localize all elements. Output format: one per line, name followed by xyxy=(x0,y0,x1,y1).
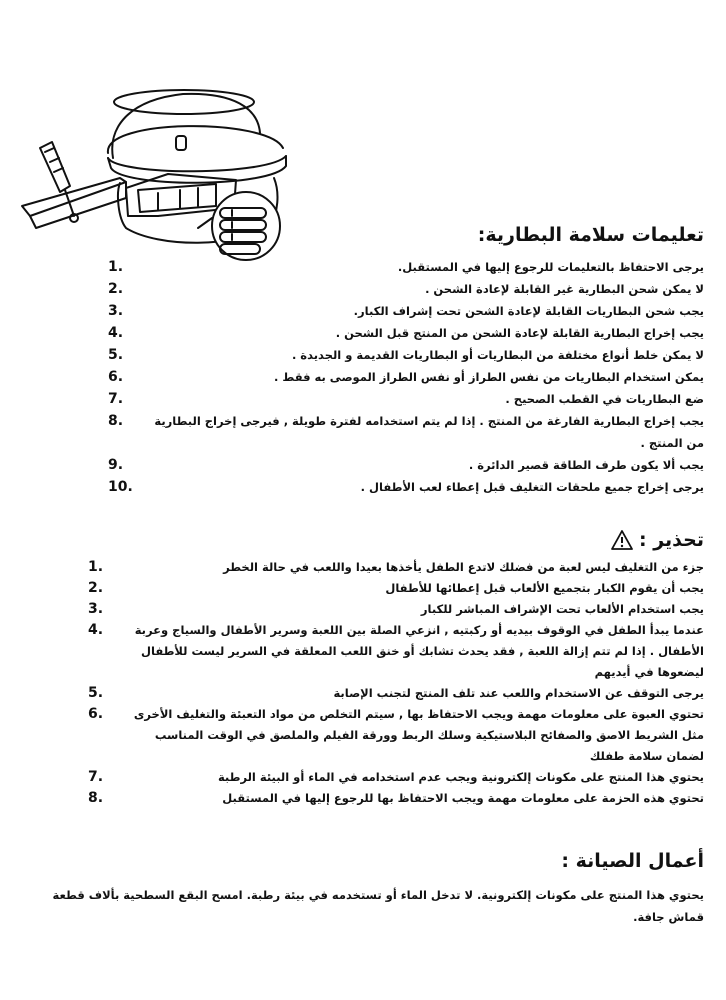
list-item: يجب ألا يكون طرف الطاقة قصير الدائرة . 9. xyxy=(108,457,704,473)
list-item: عندما يبدأ الطفل في الوقوف بيديه أو ركبتيه , انزعي الصلة بين اللعبة وسرير الأطفال والسياج وعربة الأطفال . إذا لم تتم إزالة اللعبة , فقد يحدث تشابك أو خنق اللعب المعلقة في السرير ليست للأطفال ليضعوها في أيديهم 4. xyxy=(88,622,704,679)
list-item: لا يمكن شحن البطارية غير القابلة لإعادة الشحن . 2. xyxy=(108,281,704,297)
list-item: تحتوي هذه الحزمة على معلومات مهمة ويجب الاحتفاظ بها للرجوع إليها في المستقبل 8. xyxy=(88,790,704,806)
list-item: يرجى الاحتفاظ بالتعليمات للرجوع إليها في المستقبل. 1. xyxy=(108,259,704,275)
warning-list xyxy=(84,557,704,809)
maintenance-section xyxy=(20,848,704,928)
list-item: يرجى التوقف عن الاستخدام واللعب عند تلف المنتج لتجنب الإصابة 5. xyxy=(88,685,704,701)
list-item: يحتوي هذا المنتج على مكونات إلكترونية ويجب عدم استخدامه في الماء أو البيئة الرطبة 7. xyxy=(88,769,704,785)
warning-heading xyxy=(84,527,704,553)
battery-safety-title: تعليمات سلامة البطارية: xyxy=(477,224,704,246)
list-item: جزء من التغليف ليس لعبة من فضلك لاتدع الطفل يأخذها بعيدا واللعب في حالة الخطر 1. xyxy=(88,559,704,575)
maintenance-title: أعمال الصيانة : xyxy=(561,850,704,872)
list-item: يجب أن يقوم الكبار بتجميع الألعاب قبل إعطائها للأطفال 2. xyxy=(88,580,704,596)
list-item: يجب إخراج البطارية الفارغة من المنتج . إذا لم يتم استخدامه لفترة طويلة , فيرجى إخراج البطارية من المنتج . 8. xyxy=(108,413,704,450)
list-item: يجب استخدام الألعاب تحت الإشراف المباشر للكبار 3. xyxy=(88,601,704,617)
warning-triangle-icon xyxy=(611,530,633,550)
maintenance-text: يحتوي هذا المنتج على مكونات إلكترونية. لا تدخل الماء أو تستخدمه في بيئة رطبة. امسح البقع السطحية بألاف قطعة قماش جافة. xyxy=(52,888,704,924)
warning-section xyxy=(84,527,704,809)
list-item: تحتوي العبوة على معلومات مهمة ويجب الاحتفاظ بها , سيتم التخلص من مواد التعبئة والتغليف الأخرى مثل الشريط الاصق والصفائح البلاستيكية وسلك الربط وورقة الفيلم والملصق في الوقت المناسب لضمان سلامة طفلك 6. xyxy=(88,706,704,763)
battery-safety-list xyxy=(104,256,704,498)
battery-safety-section xyxy=(104,222,704,498)
list-item: لا يمكن خلط أنواع مختلفة من البطاريات أو البطاريات القديمة و الجديدة . 5. xyxy=(108,347,704,363)
list-item: يرجى إخراج جميع ملحقات التغليف قبل إعطاء لعب الأطفال . 10. xyxy=(108,479,704,495)
warning-title: تحذير : xyxy=(639,529,704,551)
list-item: ضع البطاريات في القطب الصحيح . 7. xyxy=(108,391,704,407)
list-item: يمكن استخدام البطاريات من نفس الطراز أو نفس الطراز الموصى به فقط . 6. xyxy=(108,369,704,385)
list-item: يجب شحن البطاريات القابلة لإعادة الشحن تحت إشراف الكبار. 3. xyxy=(108,303,704,319)
list-item: يجب إخراج البطارية القابلة لإعادة الشحن من المنتج قبل الشحن . 4. xyxy=(108,325,704,341)
